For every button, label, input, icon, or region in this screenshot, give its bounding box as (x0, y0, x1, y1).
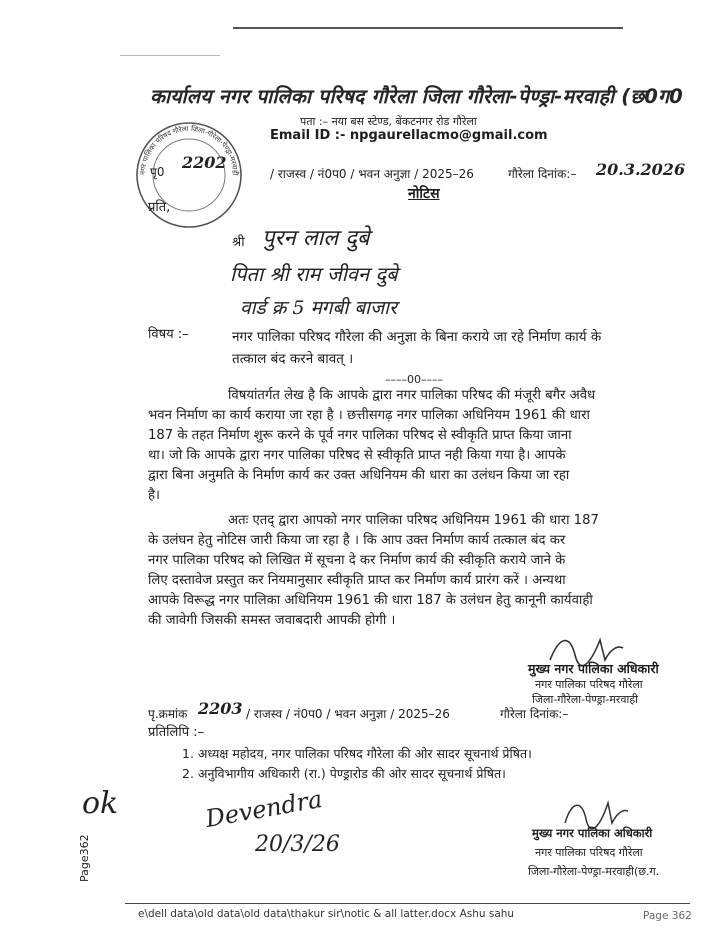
subject-line1: नगर पालिका परिषद गौरेला की अनुज्ञा के बिना कराये जा रहे निर्माण कार्य के (232, 329, 602, 345)
ref-date-handwritten: 20.3.2026 (596, 160, 686, 179)
ref-line: / राजस्व / नं0प0 / भवन अनुज्ञा / 2025–26 (270, 167, 474, 181)
signatory-line3-1: जिला-गौरेला-पेण्ड्रा-मरवाही (532, 693, 639, 706)
para1-line: द्वारा बिना अनुमति के निर्माण कार्य कर उक्त अधिनियम की धारा का उलंधन किया जा रहा (148, 468, 570, 483)
para2-line: अतः एतद् द्वारा आपको नगर पालिका परिषद अधिनियम 1961 की धारा 187 (228, 513, 599, 528)
body-paragraph-1 (148, 386, 696, 506)
ref-prefix: पृ0 (150, 165, 165, 179)
para2-line: के उलंघन हेतु नोटिस जारी किया जा रहा है । कि आप उक्त निर्माण कार्य तत्काल बंद कर (148, 533, 566, 548)
office-title: कार्यालय नगर पालिका परिषद गौरेला जिला गौरेला-पेण्ड्रा-मरवाही (छ0ग0 (150, 85, 683, 108)
footer-page: Page 362 (643, 910, 692, 922)
signatory-title-1: मुख्य नगर पालिका अधिकारी (528, 661, 659, 676)
recipient-ward: वार्ड क्र 5 मगबी बाजार (240, 297, 397, 319)
notice-title: नोटिस (408, 186, 440, 202)
email-label: Email ID :- (270, 128, 346, 143)
ref2-prefix: पृ.क्रमांक (148, 707, 188, 721)
subject-label: विषय :– (148, 327, 189, 342)
separator: ––––00–––– (385, 373, 443, 386)
ref2-number-handwritten: 2203 (198, 699, 243, 718)
subject-line2: तत्काल बंद करने बावत् । (232, 351, 354, 367)
footer-rule (125, 903, 690, 904)
para2-line: लिए दस्तावेज प्रस्तुत कर नियमानुसार स्वीकृति प्राप्त कर निर्माण कार्य प्रारंग करें । अन्यथा (148, 573, 566, 588)
handwritten-signature-date: 20/3/26 (255, 832, 340, 857)
para1-line: था। जो कि आपके द्वारा नगर पालिका परिषद से स्वीकृति प्राप्त नही किया गया है। आपके (148, 448, 566, 463)
signatory-title-2: मुख्य नगर पालिका अधिकारी (532, 826, 653, 840)
handwritten-ok: ok (82, 786, 119, 821)
signatory-line3-2: जिला-गौरेला-पेण्ड्रा-मरवाही(छ.ग. (528, 865, 660, 878)
top-scan-line-left (120, 55, 220, 56)
pratilipi-item: 1. अध्यक्ष महोदय, नगर पालिका परिषद गौरेला की ओर सादर सूचनार्थ प्रेषित। (182, 746, 532, 761)
para2-line: की जावेगी जिसकी समस्त जवाबदारी आपकी होगी । (148, 613, 396, 628)
ref2-line: / राजस्व / नं0प0 / भवन अनुज्ञा / 2025–26 (246, 707, 450, 721)
page-vertical-mark: Page362 (78, 834, 91, 882)
ref2-date-label: गौरेला दिनांक:– (500, 707, 569, 721)
ref-date-label: गौरेला दिनांक:– (508, 167, 577, 181)
para1-line: है। (148, 488, 161, 503)
prati: प्रति, (148, 200, 171, 215)
signatory-line2-1: नगर पालिका परिषद गौरेला (535, 678, 643, 691)
pratilipi-item: 2. अनुविभागीय अधिकारी (रा.) पेण्ड्रारोड की ओर सादर सूचनार्थ प्रेषित। (182, 766, 506, 781)
recipient-label: श्री (232, 235, 245, 250)
ref-number-handwritten: 2202 (182, 153, 227, 172)
seal-text: नगर पालिका परिषद गौरेला जिला-गौरेला-पेण्ड्रा-मरवाही (138, 124, 240, 176)
footer-path: e\dell data\old data\old data\thakur sir\notic & all latter.docx Ashu sahu (138, 908, 515, 920)
handwritten-signature-name: Devendra (203, 784, 325, 834)
email-line (270, 128, 548, 143)
para2-line: आपके विरूद्ध नगर पालिका अधिनियम 1961 की धारा 187 के उलंधन हेतु कानूनी कार्यवाही (148, 593, 593, 608)
email-address: npgaurellacmo@gmail.com (349, 128, 548, 143)
para1-line: भवन निर्माण का कार्य कराया जा रहा है । छत्तीसगढ़ नगर पालिका अधिनियम 1961 की धारा (148, 408, 590, 423)
recipient-name: पुरन लाल दुबे (262, 226, 370, 251)
signatory-line2-2: नगर पालिका परिषद गौरेला (535, 846, 643, 859)
office-address: पता :– नया बस स्टेण्ड, बेंकटनगर रोड गौरेला (300, 115, 477, 128)
para1-line: 187 के तहत निर्माण शुरू करने के पूर्व नगर पालिका परिषद से स्वीकृति प्राप्त किया जाना (148, 428, 572, 443)
recipient-father: पिता श्री राम जीवन दुबे (230, 262, 398, 286)
body-paragraph-2 (148, 511, 696, 631)
pratilipi-label: प्रतिलिपि :– (148, 725, 205, 740)
para1-line: विषयांतर्गत लेख है कि आपके द्वारा नगर पालिका परिषद की मंजूरी बगैर अवैध (228, 388, 596, 403)
signature-scribble-2 (560, 795, 630, 830)
top-scan-line (233, 27, 623, 29)
para2-line: नगर पालिका परिषद को लिखित में सूचना दे कर निर्माण कार्य की स्वीकृति कराये जाने के (148, 553, 566, 568)
